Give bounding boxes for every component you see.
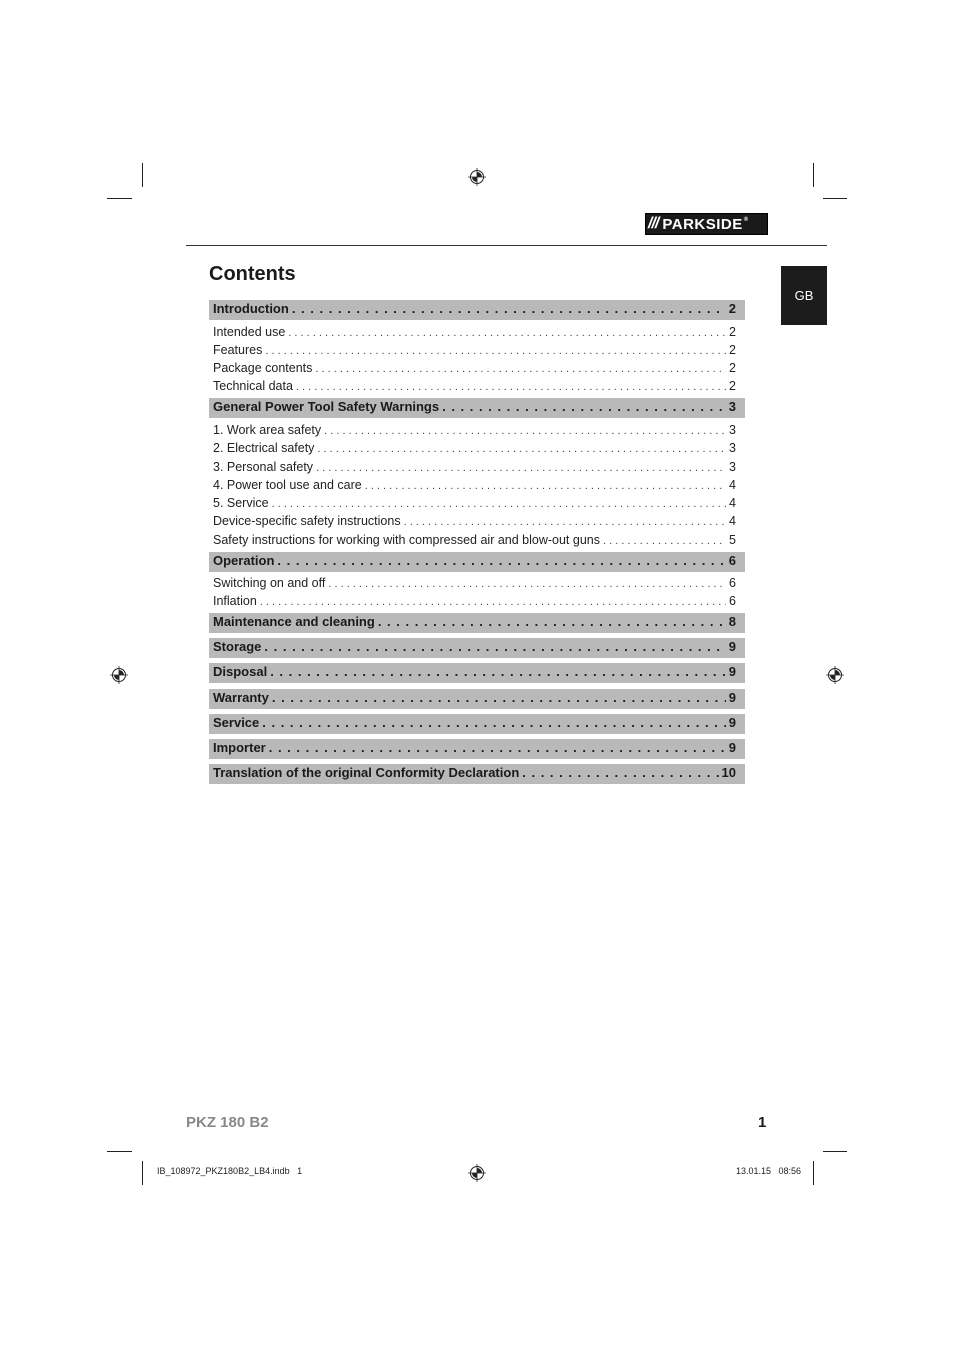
toc-label: 4. Power tool use and care bbox=[213, 478, 362, 493]
registration-target-icon bbox=[826, 666, 844, 684]
toc-leader-dots bbox=[272, 498, 726, 510]
toc-label: Device-specific safety instructions bbox=[213, 514, 401, 529]
crop-mark bbox=[142, 1161, 143, 1185]
toc-section-row[interactable] bbox=[209, 552, 745, 572]
toc-page-number: 9 bbox=[728, 664, 736, 679]
toc-label: Service bbox=[213, 715, 260, 730]
toc-page-number: 9 bbox=[728, 715, 736, 730]
toc-leader-dots bbox=[272, 690, 726, 705]
toc-page-number: 4 bbox=[729, 514, 736, 529]
toc-entry-row[interactable] bbox=[209, 492, 745, 510]
toc-entry-row[interactable] bbox=[209, 375, 745, 393]
toc-page-number: 3 bbox=[729, 460, 736, 475]
print-slug-datetime: 13.01.15 08:56 bbox=[736, 1166, 802, 1176]
page-title: Contents bbox=[209, 263, 296, 285]
crop-mark bbox=[823, 198, 847, 199]
toc-label: Safety instructions for working with compressed air and blow-out guns bbox=[213, 533, 600, 548]
parkside-logo bbox=[645, 213, 768, 235]
toc-section-row[interactable] bbox=[209, 398, 745, 418]
toc-page-number: 6 bbox=[728, 553, 736, 568]
model-number: PKZ 180 B2 bbox=[186, 1114, 269, 1131]
toc-leader-dots bbox=[288, 327, 726, 339]
toc-page-number: 4 bbox=[729, 478, 736, 493]
toc-leader-dots bbox=[404, 516, 726, 528]
toc-label: Disposal bbox=[213, 664, 268, 679]
crop-mark bbox=[107, 1151, 132, 1152]
toc-label: Features bbox=[213, 343, 263, 358]
toc-page-number: 9 bbox=[728, 740, 736, 755]
toc-label: Warranty bbox=[213, 690, 269, 705]
toc-section-row[interactable] bbox=[209, 638, 745, 658]
toc-page-number: 5 bbox=[729, 533, 736, 548]
toc-label: General Power Tool Safety Warnings bbox=[213, 399, 440, 414]
toc-section-row[interactable] bbox=[209, 300, 745, 320]
registration-target-icon bbox=[110, 666, 128, 684]
toc-page-number: 3 bbox=[729, 423, 736, 438]
crop-mark bbox=[142, 163, 143, 187]
toc-leader-dots bbox=[365, 480, 726, 492]
toc-page-number: 9 bbox=[728, 639, 736, 654]
toc-page-number: 2 bbox=[729, 343, 736, 358]
logo-slashes: /// bbox=[648, 215, 659, 232]
toc-page-number: 8 bbox=[728, 614, 736, 629]
toc-label: Switching on and off bbox=[213, 576, 326, 591]
toc-leader-dots bbox=[378, 614, 726, 629]
toc-label: 1. Work area safety bbox=[213, 423, 322, 438]
toc-label: Introduction bbox=[213, 301, 289, 316]
toc-section-row[interactable] bbox=[209, 663, 745, 683]
crop-mark bbox=[823, 1151, 847, 1152]
toc-label: Importer bbox=[213, 740, 266, 755]
toc-entry-row[interactable] bbox=[209, 419, 745, 437]
toc-section-row[interactable] bbox=[209, 689, 745, 709]
toc-label: Maintenance and cleaning bbox=[213, 614, 375, 629]
toc-entry-row[interactable] bbox=[209, 529, 745, 547]
toc-label: Inflation bbox=[213, 594, 257, 609]
toc-leader-dots bbox=[328, 578, 726, 590]
toc-label: Translation of the original Conformity Declaration bbox=[213, 765, 520, 780]
toc-leader-dots bbox=[603, 535, 726, 547]
language-tab: GB bbox=[781, 266, 827, 325]
toc-leader-dots bbox=[296, 381, 726, 393]
toc-page-number: 2 bbox=[729, 361, 736, 376]
toc-entry-row[interactable] bbox=[209, 437, 745, 455]
toc-page-number: 2 bbox=[729, 325, 736, 340]
toc-entry-row[interactable] bbox=[209, 474, 745, 492]
toc-leader-dots bbox=[292, 301, 726, 316]
toc-leader-dots bbox=[270, 664, 726, 679]
toc-label: 2. Electrical safety bbox=[213, 441, 315, 456]
toc-entry-row[interactable] bbox=[209, 357, 745, 375]
toc-leader-dots bbox=[269, 740, 726, 755]
toc-page-number: 2 bbox=[729, 379, 736, 394]
toc-entry-row[interactable] bbox=[209, 510, 745, 528]
toc-label: Operation bbox=[213, 553, 275, 568]
toc-leader-dots bbox=[315, 363, 726, 375]
toc-section-row[interactable] bbox=[209, 739, 745, 759]
toc-leader-dots bbox=[324, 425, 726, 437]
toc-section-row[interactable] bbox=[209, 714, 745, 734]
toc-section-row[interactable] bbox=[209, 613, 745, 633]
toc-label: Technical data bbox=[213, 379, 293, 394]
toc-label: Storage bbox=[213, 639, 262, 654]
toc-page-number: 9 bbox=[728, 690, 736, 705]
toc-leader-dots bbox=[317, 443, 726, 455]
registration-target-icon bbox=[468, 168, 486, 186]
toc-page-number: 2 bbox=[728, 301, 736, 316]
toc-leader-dots bbox=[260, 596, 726, 608]
toc-page-number: 3 bbox=[729, 441, 736, 456]
crop-mark bbox=[813, 163, 814, 187]
toc-page-number: 6 bbox=[729, 594, 736, 609]
registration-target-icon bbox=[468, 1164, 486, 1182]
print-slug-file: IB_108972_PKZ180B2_LB4.indb 1 bbox=[157, 1166, 303, 1176]
toc-entry-row[interactable] bbox=[209, 572, 745, 590]
toc-page-number: 4 bbox=[729, 496, 736, 511]
toc-label: Package contents bbox=[213, 361, 313, 376]
toc-page-number: 10 bbox=[721, 765, 736, 780]
toc-label: 3. Personal safety bbox=[213, 460, 314, 475]
header-rule bbox=[186, 245, 827, 246]
toc-label: 5. Service bbox=[213, 496, 269, 511]
toc-label: Intended use bbox=[213, 325, 286, 340]
toc-entry-row[interactable] bbox=[209, 590, 745, 608]
toc-leader-dots bbox=[522, 765, 718, 780]
toc-leader-dots bbox=[265, 345, 726, 357]
logo-registered-mark: ® bbox=[743, 217, 749, 223]
toc-leader-dots bbox=[316, 462, 726, 474]
toc-entry-row[interactable] bbox=[209, 339, 745, 357]
toc-entry-row[interactable] bbox=[209, 321, 745, 339]
page-number: 1 bbox=[758, 1114, 767, 1131]
toc-leader-dots bbox=[262, 715, 726, 730]
toc-leader-dots bbox=[264, 639, 725, 654]
crop-mark bbox=[107, 198, 132, 199]
toc-page-number: 3 bbox=[728, 399, 736, 414]
crop-mark bbox=[813, 1161, 814, 1185]
toc-entry-row[interactable] bbox=[209, 456, 745, 474]
toc-leader-dots bbox=[442, 399, 726, 414]
logo-text: PARKSIDE bbox=[662, 215, 743, 233]
toc-leader-dots bbox=[277, 553, 725, 568]
toc-page-number: 6 bbox=[729, 576, 736, 591]
toc-section-row[interactable] bbox=[209, 764, 745, 784]
